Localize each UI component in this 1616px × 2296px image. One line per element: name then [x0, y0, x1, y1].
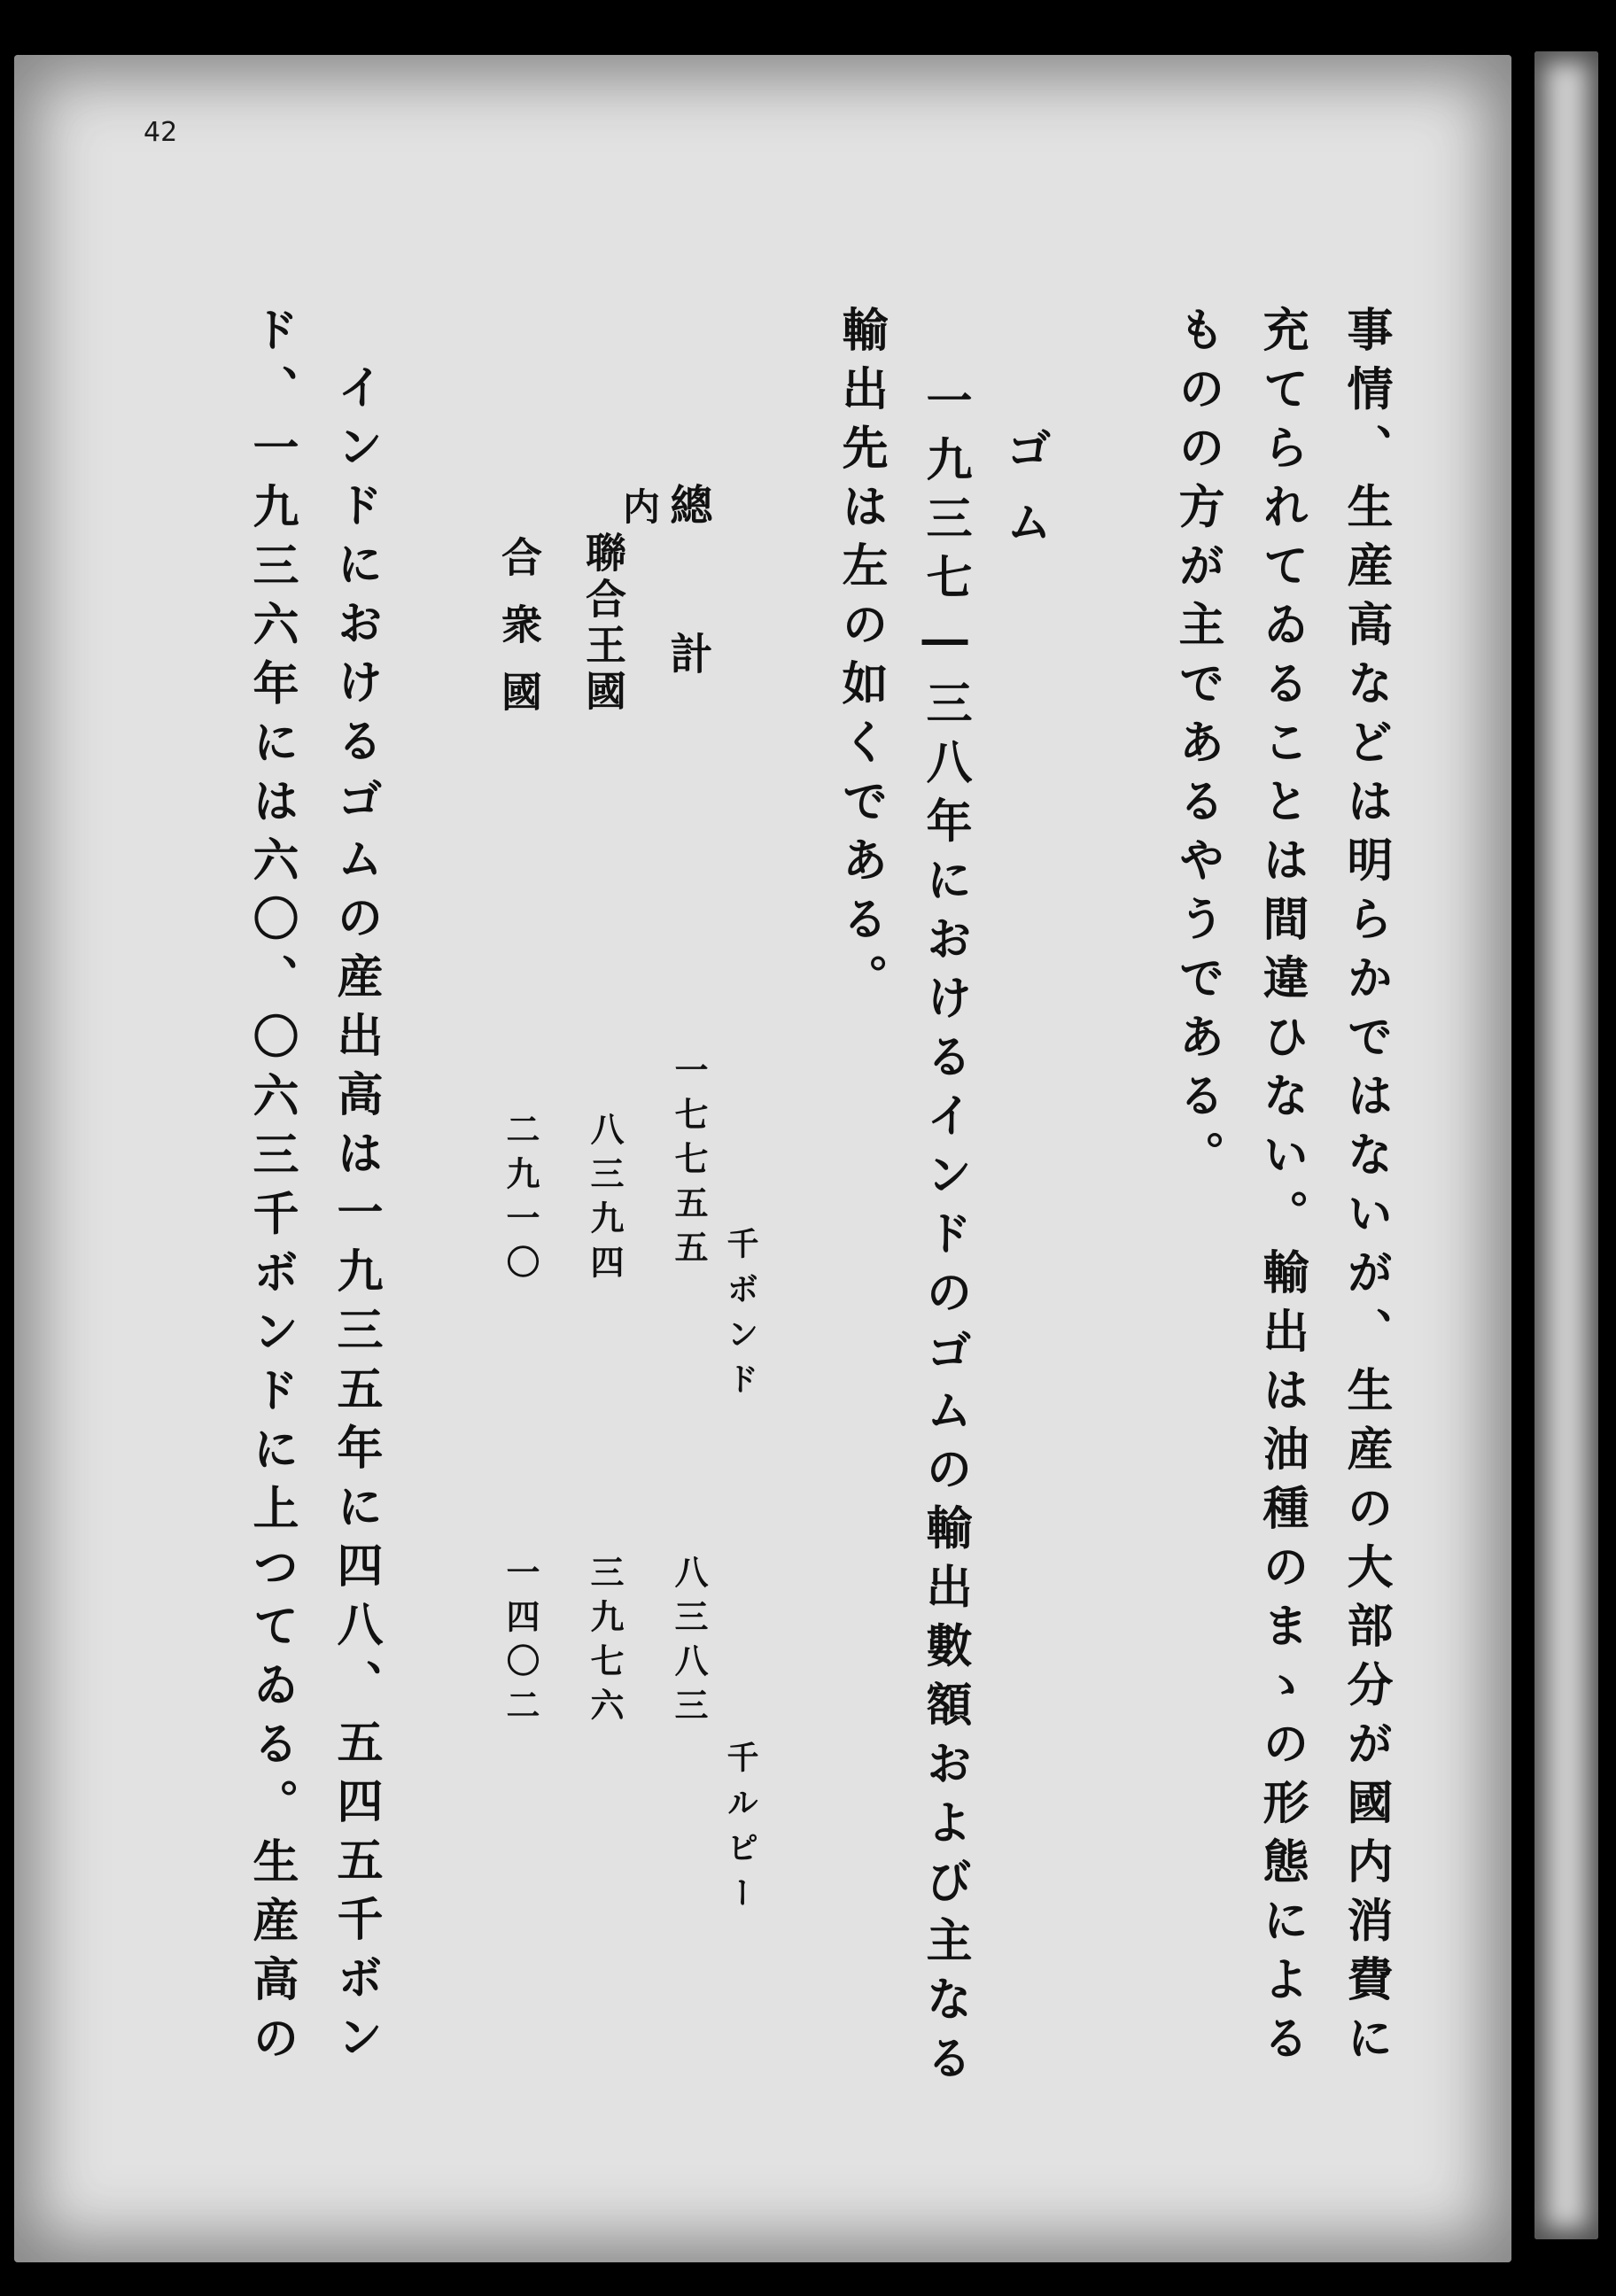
- table-row-us-pounds: 二九一〇: [501, 1112, 540, 1289]
- table-row-us-label: 合衆國: [495, 536, 543, 738]
- text-column-8: ド、一九三六年には六〇、〇六三千ボンドに上つてゐる。生産高の: [245, 306, 299, 2073]
- table-row-uk-prefix: 内: [618, 487, 661, 538]
- text-column-6: 輸出先は左の如くである。: [834, 306, 888, 1012]
- table-row-uk-label: 聯合王國: [579, 531, 627, 716]
- text-column-2: 充てられてゐることは間違ひない。輸出は油種のまゝの形態による: [1255, 306, 1309, 2073]
- table-row-uk-rupees: 三九七六: [585, 1555, 625, 1732]
- text-column-3: ものの方が主であるやうである。: [1170, 306, 1224, 1190]
- table-row-us-rupees: 一四〇二: [501, 1555, 540, 1732]
- table-row-uk-pounds: 八三九四: [585, 1112, 625, 1289]
- text-column-1: 事情、生産高などは明らかではないが、生産の大部分が國内消費に: [1339, 306, 1393, 2073]
- table-unit-pounds: 千ボンド: [722, 1227, 759, 1408]
- text-column-5: 一九三七―三八年におけるインドのゴムの輸出數額および主なる: [918, 376, 972, 2093]
- table-row-total-pounds: 一七七五五: [669, 1052, 709, 1274]
- section-heading-rubber: ゴム: [998, 425, 1052, 570]
- table-row-total-label: 總計: [663, 483, 712, 780]
- next-page-edge: [1534, 51, 1598, 2239]
- table-unit-rupees: 千ルピー: [722, 1741, 759, 1921]
- text-column-7: インドにおけるゴムの産出高は一九三五年に四八、五四五千ボン: [329, 363, 383, 2072]
- table-row-total-rupees: 八三八三: [669, 1555, 709, 1732]
- page-number: 42: [144, 117, 178, 148]
